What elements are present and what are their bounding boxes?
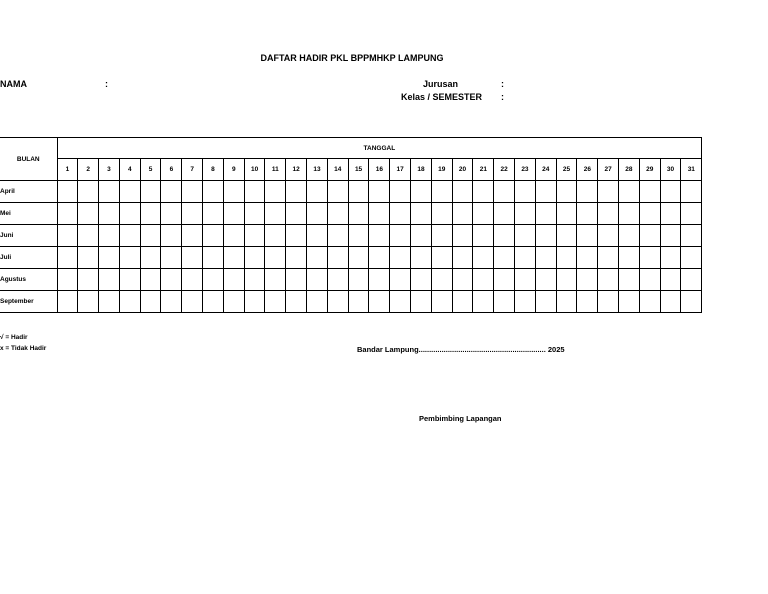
attendance-cell[interactable] [639, 247, 660, 269]
attendance-cell[interactable] [515, 247, 536, 269]
attendance-cell[interactable] [660, 269, 681, 291]
attendance-cell[interactable] [327, 225, 348, 247]
attendance-cell[interactable] [452, 291, 473, 313]
kelas-semester-colon: : [501, 92, 504, 102]
attendance-cell[interactable] [411, 247, 432, 269]
jurusan-label: Jurusan [423, 79, 459, 89]
days-header-row [0, 159, 702, 181]
attendance-cell[interactable] [119, 181, 140, 203]
attendance-cell[interactable] [265, 269, 286, 291]
attendance-cell[interactable] [452, 203, 473, 225]
attendance-cell[interactable] [307, 203, 328, 225]
attendance-cell[interactable] [577, 247, 598, 269]
attendance-cell[interactable] [369, 225, 390, 247]
attendance-cell[interactable] [203, 269, 224, 291]
month-label: Juni [0, 225, 57, 247]
month-label: Mei [0, 203, 57, 225]
attendance-cell[interactable] [515, 269, 536, 291]
attendance-cell[interactable] [119, 225, 140, 247]
attendance-cell[interactable] [411, 269, 432, 291]
day-header-cell: 10 [244, 159, 265, 181]
attendance-cell[interactable] [535, 247, 556, 269]
month-row [0, 269, 702, 291]
day-header-cell: 16 [369, 159, 390, 181]
attendance-cell[interactable] [182, 247, 203, 269]
attendance-cell[interactable] [535, 181, 556, 203]
attendance-cell[interactable] [452, 247, 473, 269]
attendance-cell[interactable] [203, 225, 224, 247]
attendance-cell[interactable] [473, 181, 494, 203]
attendance-cell[interactable] [390, 203, 411, 225]
attendance-cell[interactable] [577, 181, 598, 203]
attendance-cell[interactable] [681, 269, 702, 291]
attendance-cell[interactable] [390, 181, 411, 203]
attendance-cell[interactable] [619, 291, 640, 313]
attendance-cell[interactable] [619, 269, 640, 291]
attendance-cell[interactable] [119, 291, 140, 313]
day-header-cell: 4 [119, 159, 140, 181]
attendance-cell[interactable] [681, 181, 702, 203]
day-header-cell: 23 [515, 159, 536, 181]
day-header-cell: 13 [307, 159, 328, 181]
attendance-cell[interactable] [535, 225, 556, 247]
attendance-cell[interactable] [99, 181, 120, 203]
day-header-cell: 7 [182, 159, 203, 181]
attendance-cell[interactable] [286, 247, 307, 269]
attendance-cell[interactable] [140, 291, 161, 313]
attendance-cell[interactable] [556, 225, 577, 247]
attendance-cell[interactable] [286, 181, 307, 203]
attendance-cell[interactable] [473, 291, 494, 313]
attendance-cell[interactable] [327, 203, 348, 225]
jurusan-colon: : [501, 79, 504, 89]
day-header-cell: 21 [473, 159, 494, 181]
attendance-cell[interactable] [244, 291, 265, 313]
attendance-cell[interactable] [286, 225, 307, 247]
attendance-cell[interactable] [598, 291, 619, 313]
bulan-header: BULAN [0, 138, 57, 181]
attendance-cell[interactable] [639, 269, 660, 291]
attendance-cell[interactable] [161, 291, 182, 313]
attendance-cell[interactable] [535, 291, 556, 313]
attendance-cell[interactable] [161, 203, 182, 225]
attendance-cell[interactable] [78, 269, 99, 291]
attendance-cell[interactable] [619, 225, 640, 247]
month-row [0, 181, 702, 203]
attendance-cell[interactable] [515, 225, 536, 247]
attendance-cell[interactable] [140, 203, 161, 225]
attendance-cell[interactable] [639, 203, 660, 225]
attendance-cell[interactable] [639, 225, 660, 247]
attendance-cell[interactable] [556, 247, 577, 269]
attendance-cell[interactable] [182, 269, 203, 291]
month-row [0, 203, 702, 225]
attendance-cell[interactable] [57, 291, 78, 313]
attendance-cell[interactable] [244, 225, 265, 247]
attendance-cell[interactable] [494, 269, 515, 291]
attendance-cell[interactable] [140, 225, 161, 247]
day-header-cell: 30 [660, 159, 681, 181]
attendance-cell[interactable] [515, 203, 536, 225]
day-header-cell: 31 [681, 159, 702, 181]
attendance-cell[interactable] [161, 181, 182, 203]
attendance-cell[interactable] [348, 269, 369, 291]
attendance-cell[interactable] [78, 181, 99, 203]
document-title: DAFTAR HADIR PKL BPPMHKP LAMPUNG [260, 53, 444, 63]
attendance-cell[interactable] [348, 225, 369, 247]
attendance-cell[interactable] [660, 225, 681, 247]
month-label: Agustus [0, 269, 57, 291]
attendance-cell[interactable] [99, 203, 120, 225]
attendance-cell[interactable] [390, 247, 411, 269]
attendance-cell[interactable] [286, 291, 307, 313]
attendance-cell[interactable] [535, 269, 556, 291]
day-header-cell: 2 [78, 159, 99, 181]
day-header-cell: 17 [390, 159, 411, 181]
day-header-cell: 5 [140, 159, 161, 181]
attendance-cell[interactable] [57, 181, 78, 203]
attendance-cell[interactable] [494, 247, 515, 269]
tanggal-header: TANGGAL [57, 138, 702, 159]
attendance-cell[interactable] [681, 291, 702, 313]
attendance-cell[interactable] [140, 269, 161, 291]
attendance-cell[interactable] [556, 291, 577, 313]
attendance-cell[interactable] [660, 203, 681, 225]
day-header-cell: 22 [494, 159, 515, 181]
attendance-cell[interactable] [244, 181, 265, 203]
attendance-cell[interactable] [681, 225, 702, 247]
attendance-cell[interactable] [223, 291, 244, 313]
legend-hadir: √ = Hadir [0, 334, 28, 341]
attendance-cell[interactable] [161, 247, 182, 269]
attendance-cell[interactable] [431, 203, 452, 225]
month-row [0, 247, 702, 269]
table-header-row [0, 138, 702, 159]
attendance-cell[interactable] [452, 269, 473, 291]
attendance-cell[interactable] [431, 181, 452, 203]
attendance-cell[interactable] [78, 225, 99, 247]
attendance-cell[interactable] [327, 247, 348, 269]
attendance-cell[interactable] [99, 247, 120, 269]
day-header-cell: 8 [203, 159, 224, 181]
attendance-cell[interactable] [619, 247, 640, 269]
attendance-cell[interactable] [390, 291, 411, 313]
month-label: September [0, 291, 57, 313]
attendance-cell[interactable] [369, 269, 390, 291]
attendance-table [0, 137, 702, 313]
attendance-cell[interactable] [265, 225, 286, 247]
attendance-cell[interactable] [327, 181, 348, 203]
attendance-cell[interactable] [203, 291, 224, 313]
attendance-cell[interactable] [57, 225, 78, 247]
attendance-cell[interactable] [431, 291, 452, 313]
attendance-cell[interactable] [78, 247, 99, 269]
attendance-cell[interactable] [161, 225, 182, 247]
attendance-cell[interactable] [619, 181, 640, 203]
attendance-cell[interactable] [452, 225, 473, 247]
attendance-cell[interactable] [473, 247, 494, 269]
attendance-cell[interactable] [119, 247, 140, 269]
attendance-cell[interactable] [390, 269, 411, 291]
attendance-cell[interactable] [203, 181, 224, 203]
attendance-cell[interactable] [140, 181, 161, 203]
attendance-cell[interactable] [244, 269, 265, 291]
day-header-cell: 27 [598, 159, 619, 181]
attendance-cell[interactable] [57, 247, 78, 269]
attendance-cell[interactable] [182, 291, 203, 313]
attendance-cell[interactable] [515, 291, 536, 313]
attendance-cell[interactable] [223, 247, 244, 269]
attendance-cell[interactable] [99, 291, 120, 313]
attendance-cell[interactable] [431, 247, 452, 269]
attendance-cell[interactable] [411, 203, 432, 225]
attendance-cell[interactable] [598, 203, 619, 225]
attendance-cell[interactable] [535, 203, 556, 225]
attendance-cell[interactable] [411, 181, 432, 203]
attendance-cell[interactable] [473, 269, 494, 291]
attendance-cell[interactable] [307, 181, 328, 203]
attendance-cell[interactable] [494, 291, 515, 313]
day-header-cell: 14 [327, 159, 348, 181]
attendance-cell[interactable] [639, 181, 660, 203]
attendance-cell[interactable] [78, 291, 99, 313]
attendance-cell[interactable] [203, 203, 224, 225]
attendance-cell[interactable] [307, 225, 328, 247]
attendance-cell[interactable] [556, 181, 577, 203]
attendance-cell[interactable] [244, 203, 265, 225]
attendance-cell[interactable] [307, 291, 328, 313]
month-label: April [0, 181, 57, 203]
attendance-cell[interactable] [99, 269, 120, 291]
month-row [0, 225, 702, 247]
attendance-cell[interactable] [681, 203, 702, 225]
attendance-cell[interactable] [431, 225, 452, 247]
place-date-line: Bandar Lampung............................................................. 2025 [357, 345, 565, 354]
legend-tidak-hadir: x = Tidak Hadir [0, 345, 47, 352]
attendance-cell[interactable] [431, 269, 452, 291]
attendance-cell[interactable] [182, 225, 203, 247]
attendance-cell[interactable] [598, 269, 619, 291]
attendance-cell[interactable] [327, 269, 348, 291]
attendance-cell[interactable] [411, 225, 432, 247]
attendance-cell[interactable] [660, 291, 681, 313]
attendance-cell[interactable] [182, 203, 203, 225]
attendance-cell[interactable] [348, 291, 369, 313]
day-header-cell: 6 [161, 159, 182, 181]
attendance-cell[interactable] [598, 181, 619, 203]
day-header-cell: 11 [265, 159, 286, 181]
attendance-cell[interactable] [494, 181, 515, 203]
day-header-cell: 20 [452, 159, 473, 181]
attendance-cell[interactable] [182, 181, 203, 203]
attendance-cell[interactable] [348, 203, 369, 225]
attendance-cell[interactable] [57, 269, 78, 291]
attendance-cell[interactable] [99, 225, 120, 247]
nama-colon: : [105, 79, 108, 89]
attendance-cell[interactable] [140, 247, 161, 269]
day-header-cell: 15 [348, 159, 369, 181]
attendance-cell[interactable] [369, 247, 390, 269]
attendance-cell[interactable] [619, 203, 640, 225]
attendance-cell[interactable] [223, 269, 244, 291]
attendance-cell[interactable] [369, 291, 390, 313]
attendance-cell[interactable] [577, 291, 598, 313]
month-label: Juli [0, 247, 57, 269]
attendance-cell[interactable] [369, 181, 390, 203]
attendance-cell[interactable] [473, 225, 494, 247]
day-header-cell: 18 [411, 159, 432, 181]
attendance-cell[interactable] [265, 203, 286, 225]
attendance-cell[interactable] [577, 203, 598, 225]
attendance-cell[interactable] [265, 291, 286, 313]
attendance-cell[interactable] [265, 247, 286, 269]
attendance-cell[interactable] [223, 203, 244, 225]
day-header-cell: 28 [619, 159, 640, 181]
day-header-cell: 24 [535, 159, 556, 181]
attendance-cell[interactable] [598, 225, 619, 247]
attendance-cell[interactable] [348, 181, 369, 203]
day-header-cell: 19 [431, 159, 452, 181]
attendance-cell[interactable] [556, 203, 577, 225]
attendance-cell[interactable] [473, 203, 494, 225]
attendance-cell[interactable] [515, 181, 536, 203]
attendance-cell[interactable] [452, 181, 473, 203]
attendance-cell[interactable] [639, 291, 660, 313]
month-row [0, 291, 702, 313]
day-header-cell: 3 [99, 159, 120, 181]
kelas-semester-label: Kelas / SEMESTER [401, 92, 483, 102]
day-header-cell: 26 [577, 159, 598, 181]
attendance-cell[interactable] [244, 247, 265, 269]
attendance-cell[interactable] [598, 247, 619, 269]
attendance-cell[interactable] [203, 247, 224, 269]
nama-label: NAMA [0, 79, 27, 89]
attendance-cell[interactable] [119, 203, 140, 225]
day-header-cell: 9 [223, 159, 244, 181]
attendance-cell[interactable] [265, 181, 286, 203]
attendance-cell[interactable] [307, 247, 328, 269]
attendance-cell[interactable] [348, 247, 369, 269]
attendance-cell[interactable] [161, 269, 182, 291]
attendance-cell[interactable] [556, 269, 577, 291]
attendance-cell[interactable] [369, 203, 390, 225]
attendance-cell[interactable] [57, 203, 78, 225]
attendance-cell[interactable] [286, 203, 307, 225]
attendance-cell[interactable] [660, 181, 681, 203]
attendance-cell[interactable] [577, 269, 598, 291]
day-header-cell: 25 [556, 159, 577, 181]
day-header-cell: 1 [57, 159, 78, 181]
attendance-cell[interactable] [223, 225, 244, 247]
attendance-cell[interactable] [286, 269, 307, 291]
attendance-cell[interactable] [307, 269, 328, 291]
attendance-cell[interactable] [577, 225, 598, 247]
attendance-cell[interactable] [78, 203, 99, 225]
attendance-cell[interactable] [223, 181, 244, 203]
attendance-cell[interactable] [327, 291, 348, 313]
attendance-cell[interactable] [119, 269, 140, 291]
supervisor-label: Pembimbing Lapangan [419, 414, 502, 423]
day-header-cell: 12 [286, 159, 307, 181]
attendance-cell[interactable] [411, 291, 432, 313]
attendance-cell[interactable] [494, 225, 515, 247]
attendance-cell[interactable] [660, 247, 681, 269]
attendance-cell[interactable] [681, 247, 702, 269]
attendance-cell[interactable] [390, 225, 411, 247]
attendance-cell[interactable] [494, 203, 515, 225]
day-header-cell: 29 [639, 159, 660, 181]
